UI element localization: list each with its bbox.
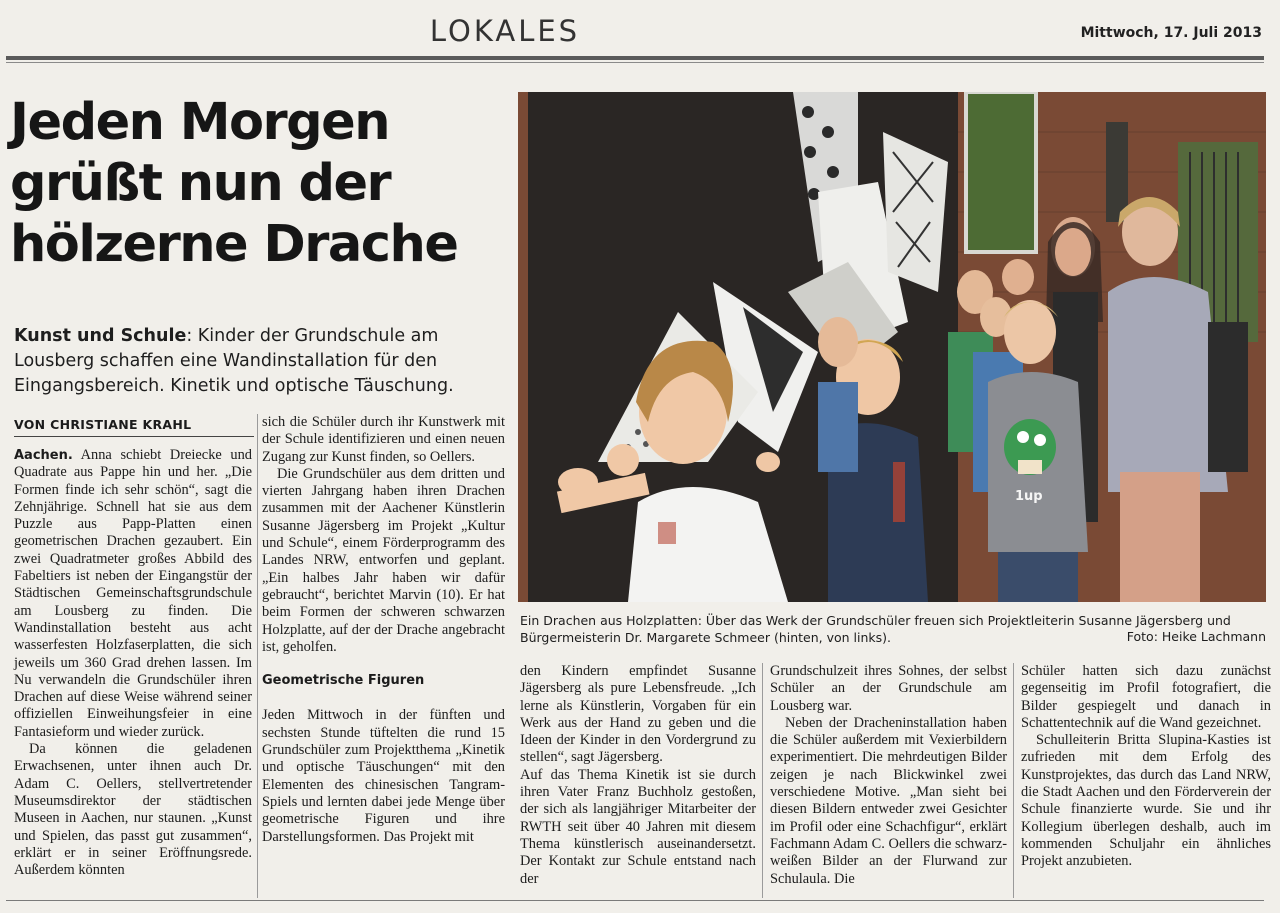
photo-caption: Ein Drachen aus Holzplatten: Über das Werk der Grundschüler freuen sich Projektleiterin Susanne Jägersberg und Bürgermeisterin Dr. Margarete Schmeer (hinten, von links). <box>520 613 1231 645</box>
byline-rule <box>14 436 254 437</box>
byline: VON CHRISTIANE KRAHL <box>14 417 192 432</box>
page-date: Mittwoch, 17. Juli 2013 <box>1080 25 1262 41</box>
dateline: Aachen. <box>14 448 73 463</box>
paragraph: Jeden Mittwoch in der fünften und sechsten Stunde tüftelten die rund 15 Grundschüler zum Projektthema „Kinetik und optische Täuschungen“ mit den Elementen des chinesischen Tangram-Spiels und lernten dabei jede Menge über geometrische Figuren und ihre Darstellungsformen. Das Projekt mit <box>262 707 505 845</box>
article-column-5 <box>1021 663 1271 871</box>
headline <box>10 92 515 275</box>
article-column-4 <box>770 663 1007 888</box>
article-column-1 <box>14 447 252 879</box>
paragraph-text: Anna schiebt Dreiecke und Quadrate aus Pappe hin und her. „Die Formen finde ich sehr schön“, sagt die Zehnjährige. Schnell hat sie aus dem Puzzle aus Papp-Platten einen geometrischen Drachen gezaubert. Ein zwei Quadratmeter großes Abbild des Fabeltiers ist neben der Eingangstür der Städtischen Gemeinschaftsgrundschule am Lousberg zu finden. Die Wandinstallation besteht aus acht wasserfesten Holzfaserplatten, die sich jeweils um 360 Grad drehen lassen. Im Nu verwandeln die Grundschüler ihren Drachen auf diese Weise während seiner offiziellen Einweihungsfeier in eine Fantasieform und wieder zurück. <box>14 447 252 740</box>
column-divider <box>1013 663 1014 898</box>
article-column-2 <box>262 414 505 846</box>
paragraph <box>14 447 252 741</box>
paragraph: Die Grundschüler aus dem dritten und vierten Jahrgang haben ihren Drachen zusammen mit der Aachener Künstlerin Susanne Jägersberg im Projekt „Kultur und Schule“, einem Förderprogramm des Landes NRW, entworfen und geplant. „Ein halbes Jahr haben wir dafür gebraucht“, berichtet Marvin (10). Er hat beim Formen der schweren schwarzen Holzplatte, auf der der Drache angebracht ist, geholfen. <box>262 465 505 655</box>
photo-illustration <box>518 92 1266 602</box>
column-divider <box>762 663 763 898</box>
section-title: LOKALES <box>429 14 581 48</box>
subheading: Geometrische Figuren <box>262 673 425 689</box>
paragraph: Schulleiterin Britta Slupina-Kasties ist zufrieden mit dem Erfolg des Kunstprojektes, das durch das Land NRW, die Stadt Aachen und den Förderverein der Schule finanzierte wurde. Sie und ihr Kollegium überlegen deshalb, auch im kommenden Schuljahr ein ähnliches Projekt anzubieten. <box>1021 732 1271 870</box>
deck-lead: Kunst und Schule <box>14 326 187 346</box>
header-rule <box>6 56 1264 60</box>
paragraph: sich die Schüler durch ihr Kunstwerk mit der Schule identifizieren und einen neuen Zugang zur Kunst finden, so Oellers. <box>262 414 505 465</box>
paragraph: Schüler hatten sich dazu zunächst gegenseitig im Profil fotografiert, die Bilder gespiegelt und danach in Schattentechnik auf die Wand gezeichnet. <box>1021 663 1271 731</box>
paragraph: den Kindern empfindet Susanne Jägersberg als pure Lebensfreude. „Ich lerne als Künstlerin, Vorgaben für ein Werk aus der Hand zu geben und die Ideen der Kinder in den Vordergrund zu stellen“, sagt Jägersberg. <box>520 663 756 766</box>
article-column-3 <box>520 663 756 888</box>
photo-credit: Foto: Heike Lachmann <box>1126 629 1266 644</box>
paragraph: Da können die geladenen Erwachsenen, unter ihnen auch Dr. Adam C. Oellers, stellvertretender Museumsdirektor der städtischen Museen in Aachen, nur staunen. „Kunst und Spielen, das passt gut zusammen“, erklärt er in seiner Eröffnungsrede. Außerdem könnten <box>14 741 252 879</box>
footer-rule <box>6 900 1264 901</box>
headline-line-1: Jeden Morgen <box>10 93 390 152</box>
paragraph: Auf das Thema Kinetik ist sie durch ihren Vater Franz Buchholz gestoßen, der sich als langjähriger Mitarbeiter der RWTH seit über 40 Jahren mit diesem Thema künstlerisch auseinandersetzt. Der Kontakt zur Schule entstand nach der <box>520 766 756 887</box>
headline-line-3: hölzerne Drache <box>10 215 458 274</box>
shirt-text: 1up <box>1015 489 1043 504</box>
header-rule-thin <box>6 62 1264 63</box>
headline-line-2: grüßt nun der <box>10 154 391 213</box>
article-photo <box>518 92 1266 602</box>
column-divider <box>257 414 258 898</box>
deck-text: : Kinder der Grundschule am Lousberg schaffen eine Wandinstallation für den Eingangsbereich. Kinetik und optische Täuschung. <box>14 326 454 396</box>
deck <box>14 324 509 399</box>
paragraph: Neben der Dracheninstallation haben die Schüler außerdem mit Vexierbildern experimentiert. Die mehrdeutigen Bilder zeigen je nach Blickwinkel zwei verschiedene Motive. „Man sieht bei diesen Bildern entweder zwei Gesichter im Profil oder eine Schachfigur“, erklärt Fachmann Adam C. Oellers die schwarz-weißen Bilder an der Flurwand zur Schulaula. Die <box>770 714 1007 887</box>
paragraph: Grundschulzeit ihres Sohnes, der selbst Schüler an der Grundschule am Lousberg war. <box>770 663 1007 714</box>
